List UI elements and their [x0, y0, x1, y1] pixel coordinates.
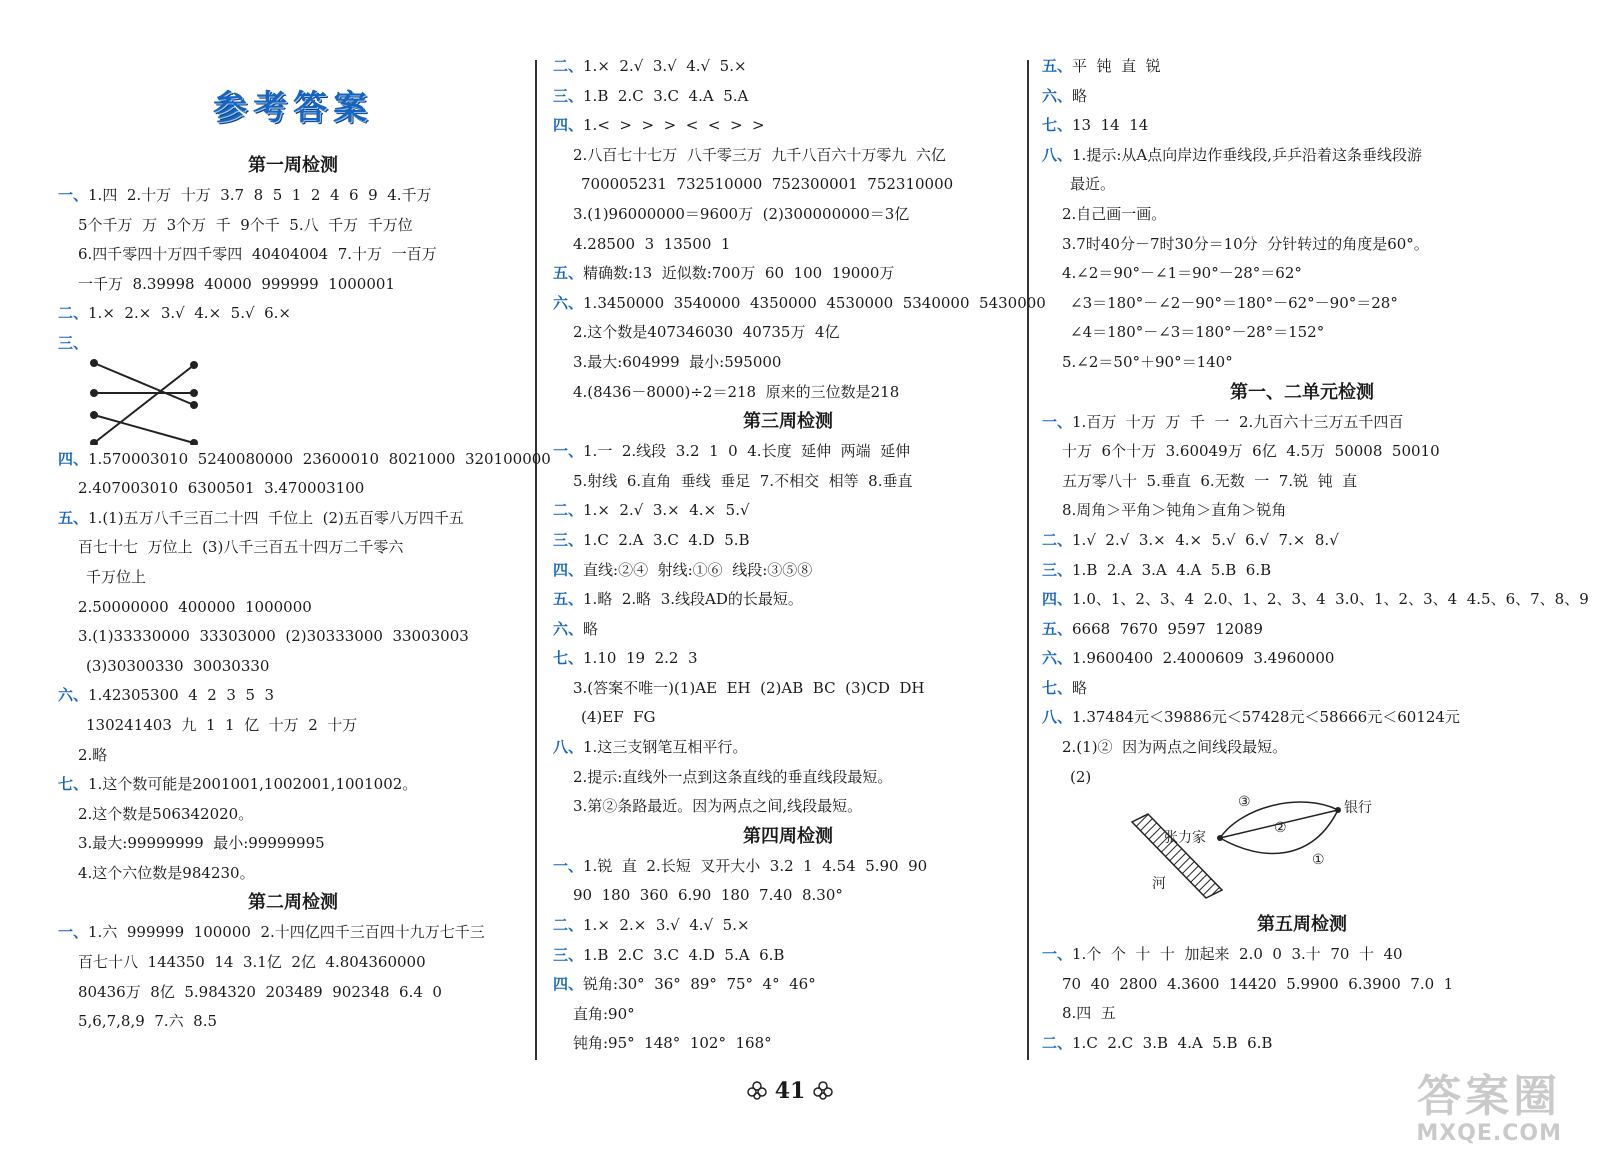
- question-marker: 五、: [553, 590, 584, 609]
- answer-line: 七、13 14 14: [1042, 116, 1149, 135]
- watermark-url: MXQE.COM: [1416, 1121, 1562, 1146]
- answer-line: 五、平 钝 直 锐: [1042, 57, 1161, 75]
- question-marker: 三、: [553, 86, 584, 105]
- answer-line: 2.略: [78, 745, 108, 764]
- answer-line: 5.射线 6.直角 垂线 垂足 7.不相交 相等 8.垂直: [573, 471, 913, 490]
- answer-line: 五万零八十 5.垂直 6.无数 一 7.锐 钝 直: [1062, 471, 1358, 490]
- answer-line: 2.407003010 6300501 3.470003100: [78, 479, 365, 498]
- answer-line: 一、1.个 个 十 十 加起来 2.0 0 3.十 70 十 40: [1042, 945, 1403, 964]
- answer-line: 5,6,7,8,9 7.六 8.5: [78, 1012, 218, 1031]
- answer-line: 二、1.× 2.× 3.√ 4.√ 5.×: [553, 916, 750, 935]
- column-2: [553, 52, 1046, 1059]
- question-marker: 八、: [553, 738, 584, 757]
- answer-line: 六、1.9600400 2.4000609 3.4960000: [1042, 649, 1335, 668]
- column-1: [58, 52, 551, 1037]
- page-title: 参考答案: [213, 88, 373, 128]
- answer-line: 最近。: [1070, 175, 1116, 194]
- answer-line: 5个千万 万 3个万 千 9个千 5.八 千万 千万位: [78, 215, 413, 234]
- answer-line: 三、1.C 2.A 3.C 4.D 5.B: [553, 530, 750, 549]
- question-marker: 一、: [553, 442, 584, 461]
- question-marker: 一、: [553, 856, 584, 875]
- matching-lines-diagram: [58, 359, 258, 445]
- flower-icon: [747, 1081, 767, 1101]
- answer-line: 4.这个六位数是984230。: [78, 863, 255, 882]
- answer-line: 90 180 360 6.90 180 7.40 8.30°: [573, 886, 843, 905]
- answer-line: 2.自己画一画。: [1062, 204, 1167, 223]
- watermark: [1416, 1073, 1562, 1146]
- question-marker: 二、: [553, 57, 584, 75]
- question-marker: 一、: [1042, 412, 1073, 431]
- answer-line: 6.四千零四十万四千零四 40404004 7.十万 一百万: [78, 245, 437, 264]
- answer-line: 五、1.略 2.略 3.线段AD的长最短。: [553, 590, 803, 609]
- answer-line: 四、1.< > > > < < > >: [553, 116, 765, 135]
- route-2-label: ②: [1274, 820, 1287, 837]
- answer-line: 5.∠2＝50°＋90°＝140°: [1062, 352, 1233, 371]
- answer-line: 3.(答案不唯一)(1)AE EH (2)AB BC (3)CD DH: [573, 678, 925, 697]
- question-marker: 四、: [553, 560, 584, 579]
- answer-line: 4.∠2＝90°－∠1＝90°－28°＝62°: [1062, 264, 1302, 283]
- answer-line: 百七十八 144350 14 3.1亿 2亿 4.804360000: [78, 953, 426, 972]
- section-title-unit12: 第一、二单元检测: [1230, 381, 1374, 403]
- bank-label: 银行: [1344, 800, 1372, 817]
- answer-line: 五、1.(1)五万八千三百二十四 千位上 (2)五百零八万四千五: [58, 508, 464, 527]
- question-marker: 五、: [1042, 619, 1073, 638]
- question-marker: 一、: [58, 186, 89, 204]
- page-number-text: 41: [774, 1078, 806, 1104]
- answer-line: 五、6668 7670 9597 12089: [1042, 619, 1263, 638]
- question-marker: 八、: [1042, 145, 1073, 164]
- answer-line: 二、1.× 2.× 3.√ 4.× 5.√ 6.×: [58, 304, 291, 323]
- answer-line: (2): [1070, 767, 1092, 786]
- section-title-week5: 第五周检测: [1257, 914, 1347, 936]
- question-marker: 六、: [1042, 86, 1073, 105]
- answer-line: 一、1.四 2.十万 十万 3.7 8 5 1 2 4 6 9 4.千万: [58, 186, 432, 204]
- question-marker: 五、: [553, 264, 584, 283]
- question-marker: 四、: [553, 116, 584, 135]
- home-label: 张力家: [1164, 830, 1206, 847]
- answer-line: 十万 6个十万 3.60049万 6亿 4.5万 50008 50010: [1062, 442, 1440, 461]
- route-diagram: [1102, 792, 1402, 902]
- answer-line: 八、1.37484元＜39886元＜57428元＜58666元＜60124元: [1042, 708, 1460, 727]
- question-marker: 七、: [58, 775, 89, 794]
- answer-line: 七、1.10 19 2.2 3: [553, 649, 698, 668]
- answer-line: 2.这个数是506342020。: [78, 804, 254, 823]
- answer-line: 一、1.百万 十万 万 千 一 2.九百六十三万五千四百: [1042, 412, 1404, 431]
- answer-line: 2.提示:直线外一点到这条直线的垂直线段最短。: [573, 767, 893, 786]
- answer-line: 六、1.3450000 3540000 4350000 4530000 5340000 5430000: [553, 293, 1046, 312]
- question-marker: 二、: [58, 304, 89, 323]
- answer-line: 七、略: [1042, 678, 1088, 697]
- question-marker: 二、: [553, 916, 584, 935]
- answer-line: 六、略: [553, 619, 599, 638]
- question-marker: 四、: [58, 449, 89, 468]
- question-marker: 四、: [1042, 590, 1073, 609]
- answer-line: 2.这个数是407346030 40735万 4亿: [573, 323, 840, 342]
- answer-line: [58, 329, 528, 359]
- question-marker: 七、: [553, 649, 584, 668]
- question-marker: 六、: [58, 686, 89, 705]
- question-marker: 二、: [553, 501, 584, 520]
- question-marker: 一、: [58, 923, 89, 942]
- section-title-week2: 第二周检测: [248, 892, 338, 914]
- answer-line: 70 40 2800 4.3600 14420 5.9900 6.3900 7.0 1: [1062, 974, 1454, 993]
- section-title-week1: 第一周检测: [248, 155, 338, 176]
- answer-line: 四、直线:②④ 射线:①⑥ 线段:③⑤⑧: [553, 560, 813, 579]
- answer-line: 四、锐角:30° 36° 89° 75° 4° 46°: [553, 975, 816, 994]
- column-divider: [535, 60, 537, 1060]
- answer-line: 钝角:95° 148° 102° 168°: [573, 1034, 772, 1053]
- answer-line: ∠3＝180°－∠2－90°＝180°－62°－90°＝28°: [1070, 293, 1398, 312]
- answer-line: 80436万 8亿 5.984320 203489 902348 6.4 0: [78, 982, 442, 1001]
- answer-line: 3.(1)33330000 33303000 (2)30333000 33003003: [78, 627, 469, 646]
- answer-line: 700005231 732510000 752300001 752310000: [581, 175, 954, 194]
- answer-line: 二、1.× 2.√ 3.√ 4.√ 5.×: [553, 57, 747, 75]
- answer-line: 六、略: [1042, 86, 1088, 105]
- flower-icon: [813, 1081, 833, 1101]
- river-shape: [1132, 814, 1222, 898]
- answer-line: 2.50000000 400000 1000000: [78, 597, 312, 616]
- answer-line: 一、1.六 999999 100000 2.十四亿四千三百四十九万七千三: [58, 923, 485, 942]
- section-title-week4: 第四周检测: [743, 825, 833, 847]
- answer-line: (4)EF FG: [581, 708, 656, 727]
- river-label: 河: [1152, 876, 1166, 893]
- answer-line: ∠4＝180°－∠3＝180°－28°＝152°: [1070, 323, 1325, 342]
- answer-line: 直角:90°: [573, 1004, 635, 1023]
- answer-line: 2.(1)② 因为两点之间线段最短。: [1062, 738, 1288, 757]
- section-title-week3: 第三周检测: [743, 411, 833, 433]
- answer-line: 一、1.一 2.线段 3.2 1 0 4.长度 延伸 两端 延伸: [553, 442, 911, 461]
- answer-line: 千万位上: [86, 567, 147, 586]
- route-3-label: ③: [1238, 794, 1251, 811]
- answer-line: 二、1.√ 2.√ 3.× 4.× 5.√ 6.√ 7.× 8.√: [1042, 530, 1339, 549]
- answer-line: 二、1.× 2.√ 3.× 4.× 5.√: [553, 501, 750, 520]
- question-marker: 三、: [58, 333, 89, 352]
- question-marker: 八、: [1042, 708, 1073, 727]
- answer-line: 4.(8436－8000)÷2＝218 原来的三位数是218: [573, 382, 900, 401]
- answer-line: 百七十七 万位上 (3)八千三百五十四万二千零六: [78, 538, 404, 557]
- answer-line: 3.最大:99999999 最小:99999995: [78, 834, 325, 853]
- column-divider: [1027, 60, 1029, 1060]
- answer-line: 五、精确数:13 近似数:700万 60 100 19000万: [553, 264, 895, 283]
- answer-line: 4.28500 3 13500 1: [573, 234, 731, 253]
- answer-line: 3.(1)96000000＝9600万 (2)300000000＝3亿: [573, 204, 910, 223]
- question-marker: 五、: [1042, 57, 1073, 75]
- question-marker: 七、: [1042, 116, 1073, 135]
- answer-line: 八、1.提示:从A点向岸边作垂线段,乒乒沿着这条垂线段游: [1042, 145, 1422, 164]
- answer-line: 四、1.0、1、2、3、4 2.0、1、2、3、4 3.0、1、2、3、4 4.5、6、7、8、9: [1042, 590, 1589, 609]
- question-marker: 四、: [553, 975, 584, 994]
- answer-line: 八、1.这三支钢笔互相平行。: [553, 738, 748, 757]
- question-marker: 二、: [1042, 530, 1073, 549]
- answer-line: 二、1.C 2.C 3.B 4.A 5.B 6.B: [1042, 1034, 1273, 1053]
- answer-line: 130241403 九 1 1 亿 十万 2 十万: [86, 715, 358, 734]
- answer-line: 三、1.B 2.C 3.C 4.D 5.A 6.B: [553, 945, 785, 964]
- answer-line: 3.第②条路最近。因为两点之间,线段最短。: [573, 797, 863, 816]
- answer-line: 六、1.42305300 4 2 3 5 3: [58, 686, 275, 705]
- answer-line: 8.周角＞平角＞钝角＞直角＞锐角: [1062, 501, 1287, 520]
- question-marker: 六、: [1042, 649, 1073, 668]
- question-marker: 三、: [553, 530, 584, 549]
- answer-line: 三、1.B 2.C 3.C 4.A 5.A: [553, 86, 749, 105]
- answer-line: 8.四 五: [1062, 1004, 1116, 1023]
- question-marker: 二、: [1042, 1034, 1073, 1053]
- route-1-label: ①: [1312, 852, 1325, 869]
- watermark-text: 答案圈: [1417, 1071, 1562, 1122]
- answer-line: 3.7时40分－7时30分＝10分 分针转过的角度是60°。: [1062, 234, 1429, 253]
- answer-line: 七、1.这个数可能是2001001,1002001,1001002。: [58, 775, 418, 794]
- question-marker: 六、: [553, 619, 584, 638]
- question-marker: 三、: [1042, 560, 1073, 579]
- question-marker: 七、: [1042, 678, 1073, 697]
- answer-line: 一千万 8.39998 40000 999999 1000001: [78, 274, 395, 293]
- answer-line: 三、1.B 2.A 3.A 4.A 5.B 6.B: [1042, 560, 1272, 579]
- page-number: [730, 1078, 850, 1104]
- answer-line: 2.八百七十七万 八千零三万 九千八百六十万零九 六亿: [573, 145, 946, 164]
- answer-line: 一、1.锐 直 2.长短 叉开大小 3.2 1 4.54 5.90 90: [553, 856, 928, 875]
- question-marker: 六、: [553, 293, 584, 312]
- answer-line: 3.最大:604999 最小:595000: [573, 352, 782, 371]
- answer-line: 四、1.570003010 5240080000 23600010 8021000 320100000: [58, 449, 551, 468]
- column-3: [1042, 52, 1589, 1059]
- question-marker: 一、: [1042, 945, 1073, 964]
- answer-line: (3)30300330 30030330: [86, 656, 270, 675]
- question-marker: 三、: [553, 945, 584, 964]
- question-marker: 五、: [58, 508, 89, 527]
